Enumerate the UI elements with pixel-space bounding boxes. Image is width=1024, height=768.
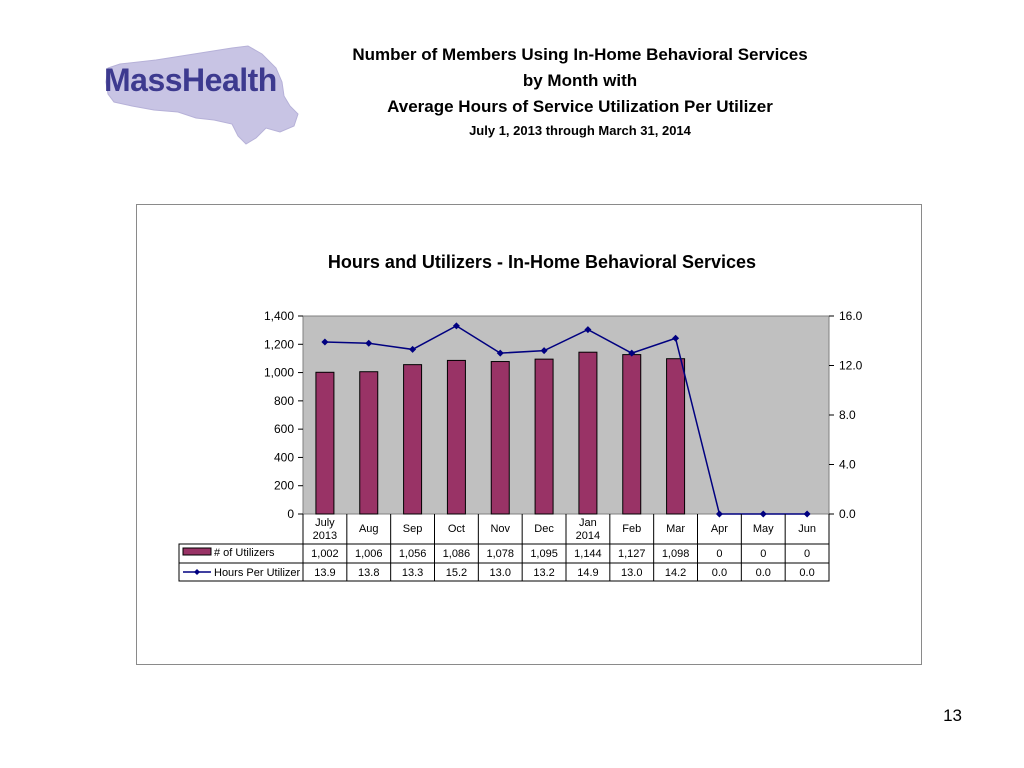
masshealth-logo bbox=[98, 40, 303, 148]
left-axis-tick-label: 0 bbox=[287, 507, 294, 521]
data-label-hours: 14.2 bbox=[664, 567, 687, 579]
bar-utilizers bbox=[360, 372, 378, 514]
data-label-hours: 14.9 bbox=[577, 567, 599, 579]
chart-container bbox=[136, 204, 922, 665]
bar-utilizers bbox=[623, 355, 641, 514]
data-label-utilizers: 1,002 bbox=[311, 548, 339, 560]
data-label-hours: 0.0 bbox=[799, 567, 815, 579]
page-number: 13 bbox=[943, 706, 962, 725]
data-label-hours: 13.9 bbox=[314, 567, 336, 579]
bar-utilizers bbox=[667, 359, 685, 514]
data-label-hours: 13.0 bbox=[489, 567, 511, 579]
slide-title-line-1: Number of Members Using In-Home Behavioral Services bbox=[352, 45, 808, 64]
category-label: May bbox=[752, 523, 774, 535]
category-label: Jun bbox=[798, 523, 816, 535]
legend-key-hours-marker bbox=[194, 569, 200, 575]
data-label-utilizers: 1,086 bbox=[442, 548, 471, 560]
left-axis-tick-label: 400 bbox=[273, 450, 294, 465]
bar-utilizers bbox=[535, 359, 553, 514]
data-label-utilizers: 1,078 bbox=[486, 548, 515, 560]
right-axis-tick-label: 0.0 bbox=[839, 507, 856, 521]
category-label: Nov bbox=[490, 523, 511, 535]
data-label-hours: 13.3 bbox=[401, 567, 424, 579]
category-label: Apr bbox=[710, 523, 728, 535]
data-label-hours: 13.0 bbox=[621, 567, 643, 579]
right-axis-tick-label: 16.0 bbox=[839, 309, 863, 323]
legend-key-utilizers bbox=[183, 548, 211, 555]
left-axis-tick-label: 1,200 bbox=[263, 337, 294, 352]
left-axis-tick-label: 600 bbox=[273, 422, 294, 437]
data-label-utilizers: 0 bbox=[804, 548, 811, 560]
data-label-utilizers: 1,127 bbox=[617, 548, 646, 560]
data-label-utilizers: 1,056 bbox=[398, 548, 427, 560]
combo-chart bbox=[137, 205, 921, 664]
category-label: Oct bbox=[447, 523, 465, 535]
logo-text: MassHealth bbox=[104, 62, 277, 98]
slide-title-line-2: by Month with bbox=[522, 71, 638, 90]
bar-utilizers bbox=[316, 372, 334, 514]
chart-title: Hours and Utilizers - In-Home Behavioral Services bbox=[327, 252, 757, 272]
category-label: 2013 bbox=[312, 530, 338, 542]
legend-label-utilizers: # of Utilizers bbox=[214, 547, 275, 559]
right-axis-tick-label: 4.0 bbox=[839, 457, 856, 472]
data-label-hours: 13.8 bbox=[358, 567, 380, 579]
slide-header bbox=[300, 42, 860, 142]
category-label: 2014 bbox=[575, 530, 601, 542]
category-label: Dec bbox=[534, 523, 554, 535]
data-label-utilizers: 1,144 bbox=[574, 548, 602, 560]
category-label: Feb bbox=[622, 523, 642, 535]
category-label: Sep bbox=[402, 523, 423, 535]
bar-utilizers bbox=[447, 360, 465, 514]
left-axis-tick-label: 1,400 bbox=[263, 309, 294, 323]
category-label: Jan bbox=[579, 517, 597, 529]
data-label-hours: 13.2 bbox=[533, 567, 555, 579]
data-label-utilizers: 0 bbox=[760, 548, 767, 560]
bar-utilizers bbox=[491, 362, 509, 514]
left-axis-tick-label: 1,000 bbox=[263, 365, 294, 380]
slide-subtitle: July 1, 2013 through March 31, 2014 bbox=[469, 123, 691, 138]
bar-utilizers bbox=[404, 365, 422, 514]
slide-title-line-3: Average Hours of Service Utilization Per Utilizer bbox=[387, 97, 773, 116]
category-label: July bbox=[315, 517, 335, 529]
category-label: Aug bbox=[358, 523, 379, 535]
data-label-hours: 15.2 bbox=[445, 567, 468, 579]
left-axis-tick-label: 800 bbox=[273, 393, 294, 408]
left-axis-tick-label: 200 bbox=[273, 478, 294, 493]
bar-utilizers bbox=[579, 352, 597, 514]
data-label-hours: 0.0 bbox=[755, 567, 771, 579]
data-label-utilizers: 0 bbox=[716, 548, 723, 560]
data-label-utilizers: 1,098 bbox=[661, 548, 690, 560]
category-label: Mar bbox=[666, 523, 686, 535]
right-axis-tick-label: 8.0 bbox=[839, 408, 856, 422]
data-label-utilizers: 1,006 bbox=[354, 548, 383, 560]
data-label-utilizers: 1,095 bbox=[530, 548, 558, 560]
data-label-hours: 0.0 bbox=[711, 567, 728, 579]
right-axis-tick-label: 12.0 bbox=[839, 358, 863, 373]
legend-label-hours: Hours Per Utilizer bbox=[214, 567, 301, 579]
